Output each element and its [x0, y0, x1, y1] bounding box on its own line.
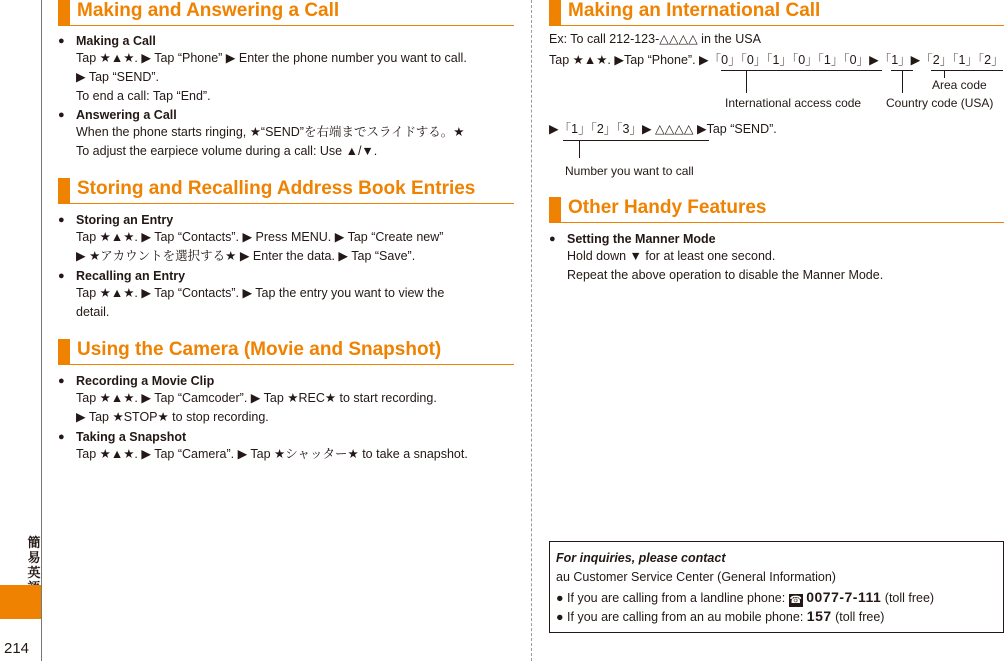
- section-heading: [549, 0, 1004, 26]
- bullet-icon: ●: [58, 109, 65, 121]
- margin-label: 簡易英: [27, 535, 41, 580]
- country-code-leader: [902, 70, 903, 93]
- bullet-icon: ●: [58, 375, 65, 387]
- item-line: Repeat the above operation to disable the Manner Mode.: [567, 268, 884, 282]
- item-title: Storing an Entry: [76, 213, 174, 227]
- section-heading: [58, 339, 514, 365]
- bullet-icon: ●: [58, 270, 65, 282]
- item-line: Tap ★▲★. ▶ Tap “Contacts”. ▶ Tap the entry you want to view the: [76, 286, 445, 300]
- bullet-icon: ●: [549, 233, 556, 245]
- inquiry-title: For inquiries, please contact: [556, 551, 726, 565]
- section-title: Using the Camera (Movie and Snapshot): [77, 339, 442, 360]
- item-line: ▶ Tap ★STOP★ to stop recording.: [76, 410, 269, 424]
- area-code-bracket: [931, 70, 1003, 71]
- inquiry-landline: [556, 589, 934, 607]
- item-line: To end a call: Tap “End”.: [76, 89, 211, 103]
- country-code-label: Country code (USA): [886, 96, 994, 110]
- item-line: Hold down ▼ for at least one second.: [567, 249, 776, 263]
- item-line: detail.: [76, 305, 110, 319]
- landline-suffix: (toll free): [884, 591, 935, 605]
- intl-example: Ex: To call 212-123-△△△△ in the USA: [549, 32, 761, 46]
- section-heading: [58, 178, 514, 204]
- item-line: To adjust the earpiece volume during a call: Use ▲/▼.: [76, 144, 378, 158]
- section-title: Storing and Recalling Address Book Entries: [77, 178, 476, 199]
- item-title: Setting the Manner Mode: [567, 232, 716, 246]
- intl-step-1: Tap ★▲★. ▶Tap “Phone”. ▶「0」「0」「1」「0」「1」「0」▶「1」▶「2」「1」「2」: [549, 53, 1004, 67]
- bullet-icon: ●: [58, 431, 65, 443]
- section-title: Making an International Call: [568, 0, 821, 21]
- bullet-icon: ●: [58, 214, 65, 226]
- intl-access-label: International access code: [725, 96, 862, 110]
- page-number: 214: [4, 640, 30, 657]
- item-line: ▶ Tap “SEND”.: [76, 70, 160, 84]
- mobile-suffix: (toll free): [835, 610, 885, 624]
- area-code-leader: [944, 70, 945, 78]
- number-label: Number you want to call: [565, 164, 694, 178]
- margin-tab: [0, 585, 41, 619]
- number-leader: [579, 140, 580, 158]
- bullet-icon: ●: [58, 35, 65, 47]
- area-code-label: Area code: [932, 78, 987, 92]
- margin-rule: [41, 0, 42, 661]
- item-title: Recording a Movie Clip: [76, 374, 215, 388]
- item-title: Recalling an Entry: [76, 269, 186, 283]
- number-bracket: [563, 140, 709, 141]
- section-title: Other Handy Features: [568, 197, 767, 218]
- item-line: When the phone starts ringing, ★“SEND”を右端までスライドする。★: [76, 125, 465, 139]
- mobile-prefix: If you are calling from an au mobile phone:: [567, 610, 804, 624]
- landline-number: 0077-7-111: [806, 589, 882, 605]
- inquiry-center: au Customer Service Center (General Information): [556, 570, 836, 584]
- item-line: Tap ★▲★. ▶ Tap “Contacts”. ▶ Press MENU. ▶ Tap “Create new”: [76, 230, 444, 244]
- mobile-number: 157: [806, 608, 832, 624]
- item-line: ▶ ★アカウントを選択する★ ▶ Enter the data. ▶ Tap “Save”.: [76, 249, 416, 263]
- section-title: Making and Answering a Call: [77, 0, 340, 21]
- item-line: Tap ★▲★. ▶ Tap “Phone” ▶ Enter the phone number you want to call.: [76, 51, 467, 65]
- item-line: Tap ★▲★. ▶ Tap “Camcoder”. ▶ Tap ★REC★ to start recording.: [76, 391, 437, 405]
- bullet-icon: ●: [556, 610, 564, 624]
- free-dial-icon: ☎: [789, 595, 802, 606]
- inquiry-box: [549, 541, 1004, 633]
- item-line: Tap ★▲★. ▶ Tap “Camera”. ▶ Tap ★シャッター★ to take a snapshot.: [76, 447, 468, 461]
- bullet-icon: ●: [556, 591, 564, 605]
- column-divider: [531, 0, 532, 661]
- intl-step-2: ▶「1」「2」「3」▶ △△△△ ▶Tap “SEND”.: [549, 122, 777, 136]
- landline-prefix: If you are calling from a landline phone:: [567, 591, 786, 605]
- section-heading: [58, 0, 514, 26]
- item-title: Taking a Snapshot: [76, 430, 187, 444]
- item-title: Answering a Call: [76, 108, 177, 122]
- section-heading: [549, 197, 1004, 223]
- inquiry-mobile: [556, 608, 884, 624]
- intl-access-leader: [746, 70, 747, 93]
- item-title: Making a Call: [76, 34, 156, 48]
